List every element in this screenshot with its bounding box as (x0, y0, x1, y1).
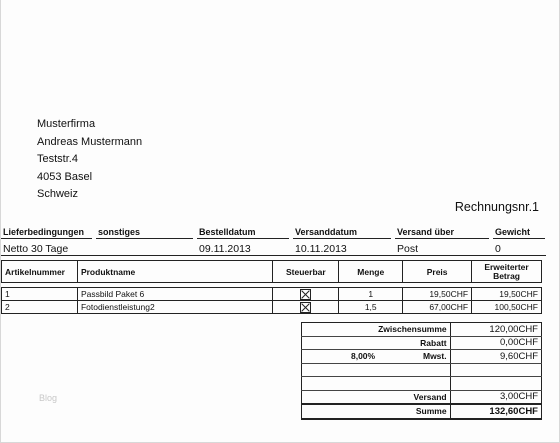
divider (493, 238, 545, 239)
col-erweiterter-betrag: Erweiterter Betrag (472, 261, 542, 283)
totals-row (302, 390, 542, 404)
rabatt-value: 0,00CHF (450, 336, 541, 350)
rabatt-label: Rabatt (302, 336, 451, 350)
row-nr: 1 (2, 288, 78, 301)
row-amount: 100,50CHF (472, 301, 542, 314)
totals-row (302, 363, 542, 377)
mwst-value: 9,60CHF (450, 350, 541, 364)
divider (96, 238, 193, 239)
address-country: Schweiz (37, 188, 78, 201)
summe-row (302, 404, 542, 419)
row-price: 67,00CHF (403, 301, 472, 314)
header-versand-ueber: Versand über (397, 227, 455, 237)
recipient-address (37, 116, 142, 204)
table-row (2, 288, 542, 301)
zwischensumme-label: Zwischensumme (302, 323, 451, 337)
checkbox-icon[interactable] (300, 289, 311, 300)
col-artikelnummer: Artikelnummer (2, 261, 78, 283)
mwst-label: Mwst. (422, 351, 447, 362)
row-qty: 1,5 (339, 301, 403, 314)
header-gewicht: Gewicht (495, 227, 531, 237)
header-versanddatum: Versanddatum (295, 227, 358, 237)
divider (293, 238, 391, 239)
articles-header-row (2, 261, 542, 283)
totals-row (302, 377, 542, 391)
watermark: Blog (39, 393, 58, 403)
header-bestelldatum: Bestelldatum (199, 227, 256, 237)
row-qty: 1 (339, 288, 403, 301)
col-steuerbar: Steuerbar (273, 261, 339, 283)
value-versanddatum: 10.11.2013 (295, 243, 347, 255)
row-product: Fotodienstleistung2 (77, 301, 272, 314)
totals-table (301, 322, 542, 420)
table-row (2, 301, 542, 314)
checkbox-icon[interactable] (300, 302, 311, 313)
col-produktname: Produktname (77, 261, 272, 283)
totals-row (302, 336, 542, 350)
value-versand-ueber: Post (397, 243, 419, 255)
header-lieferbedingungen: Lieferbedingungen (3, 227, 84, 237)
zwischensumme-value: 120,00CHF (450, 323, 541, 337)
mwst-rate: 8,00% (350, 351, 376, 362)
versand-value: 3,00CHF (450, 390, 541, 404)
versand-label: Versand (302, 390, 451, 404)
address-company: Musterfirma (37, 118, 96, 130)
divider (395, 238, 489, 239)
row-amount: 19,50CHF (472, 288, 542, 301)
value-lieferbedingungen: Netto 30 Tage (3, 243, 69, 255)
articles-table (1, 260, 542, 314)
divider (197, 238, 289, 239)
summe-label: Summe (302, 404, 451, 419)
col-menge: Menge (339, 261, 403, 283)
totals-row (302, 350, 542, 364)
value-bestelldatum: 09.11.2013 (199, 243, 251, 255)
row-product: Passbild Paket 6 (77, 288, 272, 301)
col-preis: Preis (403, 261, 472, 283)
summe-value: 132,60CHF (450, 404, 541, 419)
totals-row (302, 323, 542, 337)
header-sonstiges: sonstiges (98, 227, 141, 237)
address-city: 4053 Basel (37, 170, 93, 183)
divider (1, 255, 546, 256)
row-nr: 2 (2, 301, 78, 314)
row-price: 19,50CHF (403, 288, 472, 301)
address-name: Andreas Mustermann (37, 135, 143, 148)
divider (1, 238, 92, 239)
invoice-number: Rechnungsnr.1 (454, 200, 539, 214)
value-gewicht: 0 (495, 243, 501, 255)
address-street: Teststr.4 (37, 153, 78, 166)
